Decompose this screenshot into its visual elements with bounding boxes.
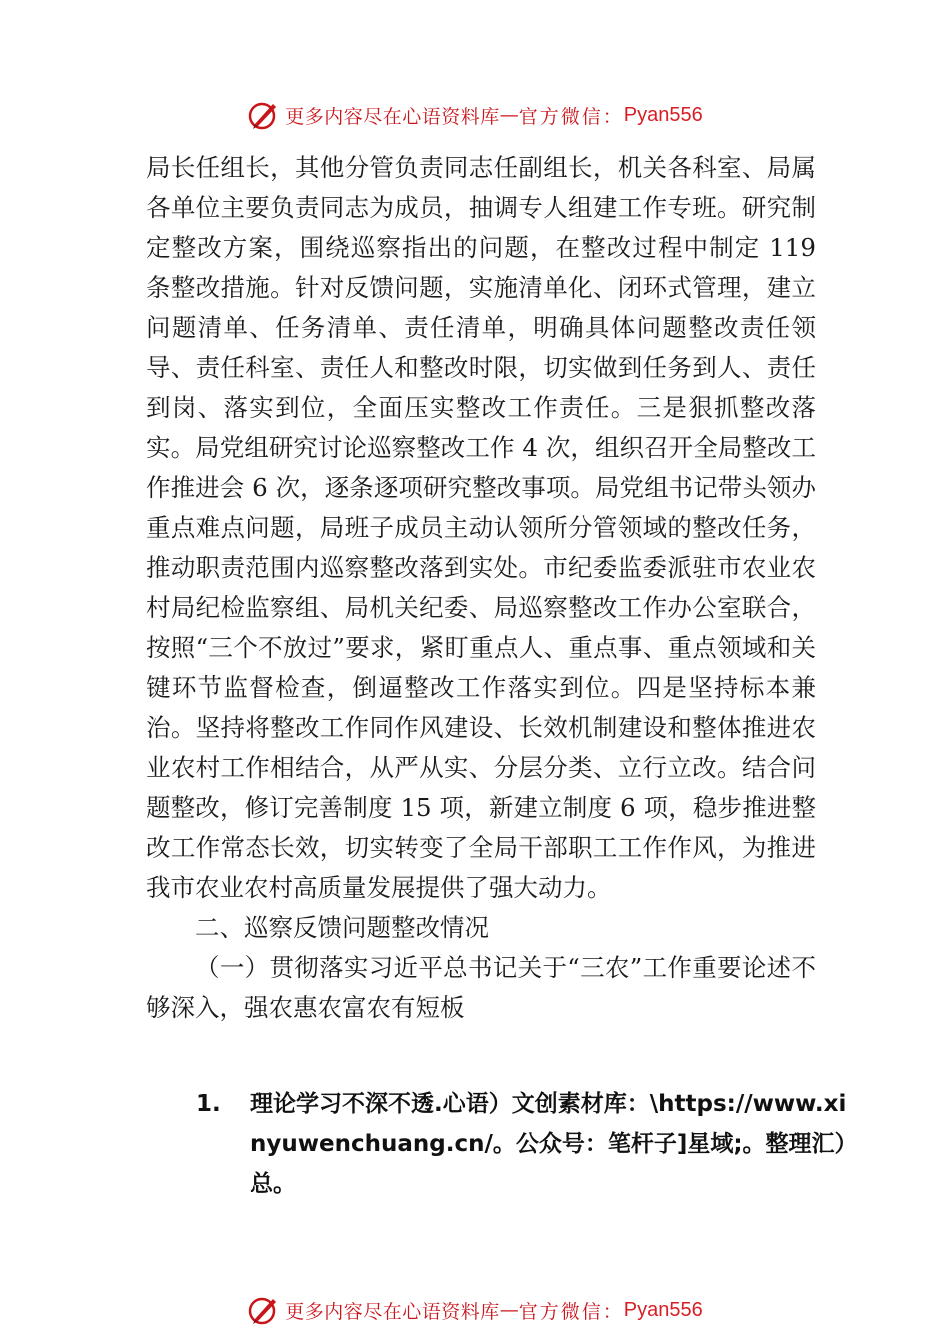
item-text: 理论学习不深不透.心语）文创素材库：\https://www.xinyuwenchuang.cn/。公众号：笔杆子]星域;。整理汇）总。 [250, 1091, 847, 1197]
document-body [146, 148, 816, 1028]
watermark-wechat-id: Pyan556 [623, 1298, 703, 1321]
watermark-label: 官方微信： [518, 1300, 624, 1323]
numbered-item [196, 1084, 856, 1204]
watermark-wechat-id: Pyan556 [623, 103, 703, 126]
item-number: 1. [196, 1091, 221, 1117]
watermark-label: 官方微信： [518, 105, 624, 128]
body-paragraph: 局长任组长，其他分管负责同志任副组长，机关各科室、局属各单位主要负责同志为成员，抽调专人组建工作专班。研究制定整改方案，围绕巡察指出的问题，在整改过程中制定 119 条整改措施。针对反馈问题，实施清单化、闭环式管理，建立问题清单、任务清单、责任清单，明确具体问题整改责任领导、责任科室、责任人和整改时限，切实做到任务到人、责任到岗、落实到位，全面压实整改工作责任。三是狠抓整改落实。局党组研究讨论巡察整改工作 4 次，组织召开全局整改工作推进会 6 次，逐条逐项研究整改事项。局党组书记带头领办重点难点问题，局班子成员主动认领所分管领域的整改任务，推动职责范围内巡察整改落到实处。市纪委监委派驻市农业农村局纪检监察组、局机关纪委、局巡察整改工作办公室联合，按照“三个不放过”要求，紧盯重点人、重点事、重点领域和关键环节监督检查，倒逼整改工作落实到位。四是坚持标本兼治。坚持将整改工作同作风建设、长效机制建设和整体推进农业农村工作相结合，从严从实、分层分类、立行立改。结合问题整改，修订完善制度 15 项，新建立制度 6 项，稳步推进整改工作常态长效，切实转变了全局干部职工工作作风，为推进我市农业农村高质量发展提供了强大动力。 [146, 153, 816, 902]
subsection-heading: （一）贯彻落实习近平总书记关于“三农”工作重要论述不够深入，强农惠农富农有短板 [146, 953, 816, 1022]
quill-logo-icon [247, 98, 281, 132]
watermark-text: 更多内容尽在心语资料库 [285, 105, 500, 128]
watermark-separator: — [499, 104, 519, 126]
quill-logo-icon [247, 1293, 281, 1327]
header-watermark [0, 95, 950, 135]
section-heading: 二、巡察反馈问题整改情况 [195, 913, 489, 942]
watermark-text: 更多内容尽在心语资料库 [285, 1300, 500, 1323]
footer-watermark [0, 1290, 950, 1330]
watermark-separator: — [499, 1299, 519, 1321]
